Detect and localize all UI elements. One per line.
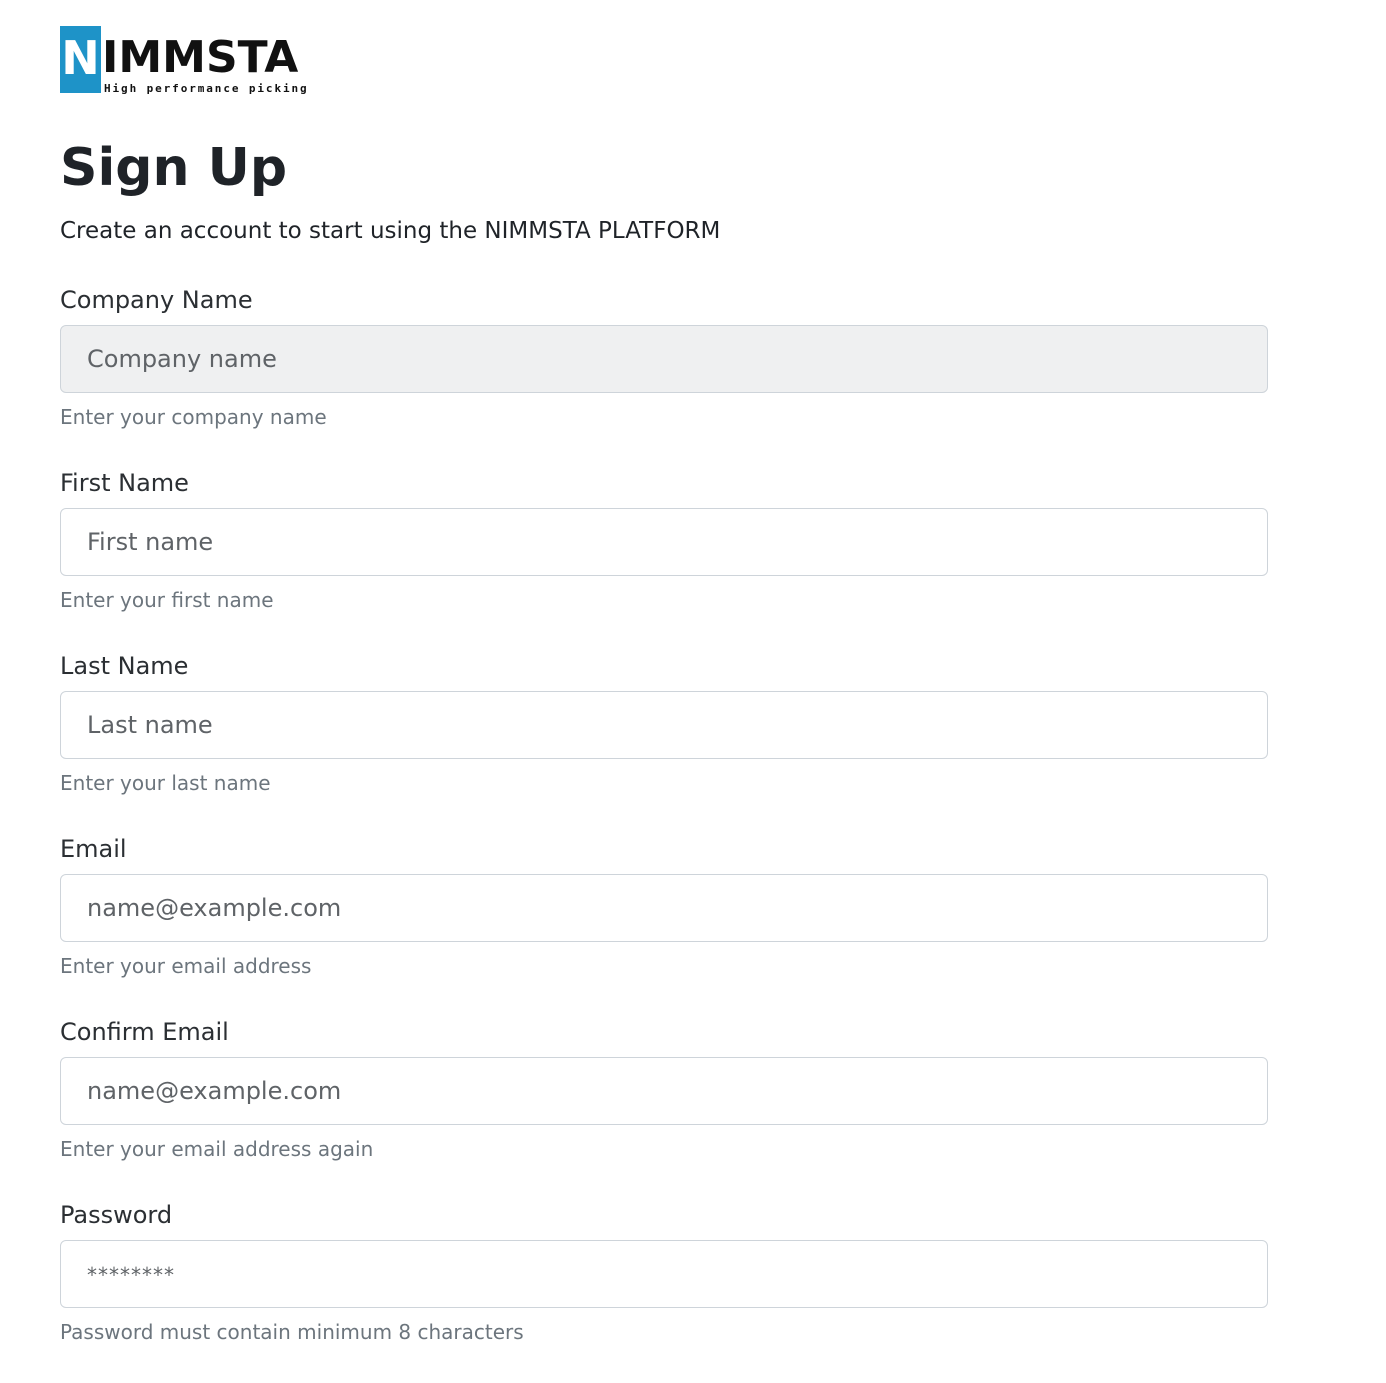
page-title: Sign Up — [60, 138, 288, 198]
nimmsta-logo — [60, 26, 320, 98]
confirm-email-help: Enter your email address again — [60, 1137, 374, 1161]
company-name-help: Enter your company name — [60, 405, 327, 429]
logo-wordmark: IMMSTA — [102, 32, 299, 83]
confirm-email-label: Confirm Email — [60, 1018, 229, 1046]
logo-letter: N — [61, 31, 100, 85]
email-help: Enter your email address — [60, 954, 312, 978]
first-name-help: Enter your first name — [60, 588, 274, 612]
password-label: Password — [60, 1201, 173, 1229]
confirm-email-input[interactable] — [60, 1057, 1268, 1125]
company-name-input[interactable] — [60, 325, 1268, 393]
last-name-help: Enter your last name — [60, 771, 271, 795]
password-help: Password must contain minimum 8 characters — [60, 1320, 524, 1344]
page-subtitle: Create an account to start using the NIMMSTA PLATFORM — [60, 218, 721, 244]
company-name-label: Company Name — [60, 286, 253, 314]
last-name-input[interactable] — [60, 691, 1268, 759]
first-name-label: First Name — [60, 469, 189, 497]
password-input[interactable] — [60, 1240, 1268, 1308]
last-name-label: Last Name — [60, 652, 189, 680]
logo-tagline: High performance picking — [104, 82, 309, 95]
email-label: Email — [60, 835, 127, 863]
email-input[interactable] — [60, 874, 1268, 942]
first-name-input[interactable] — [60, 508, 1268, 576]
